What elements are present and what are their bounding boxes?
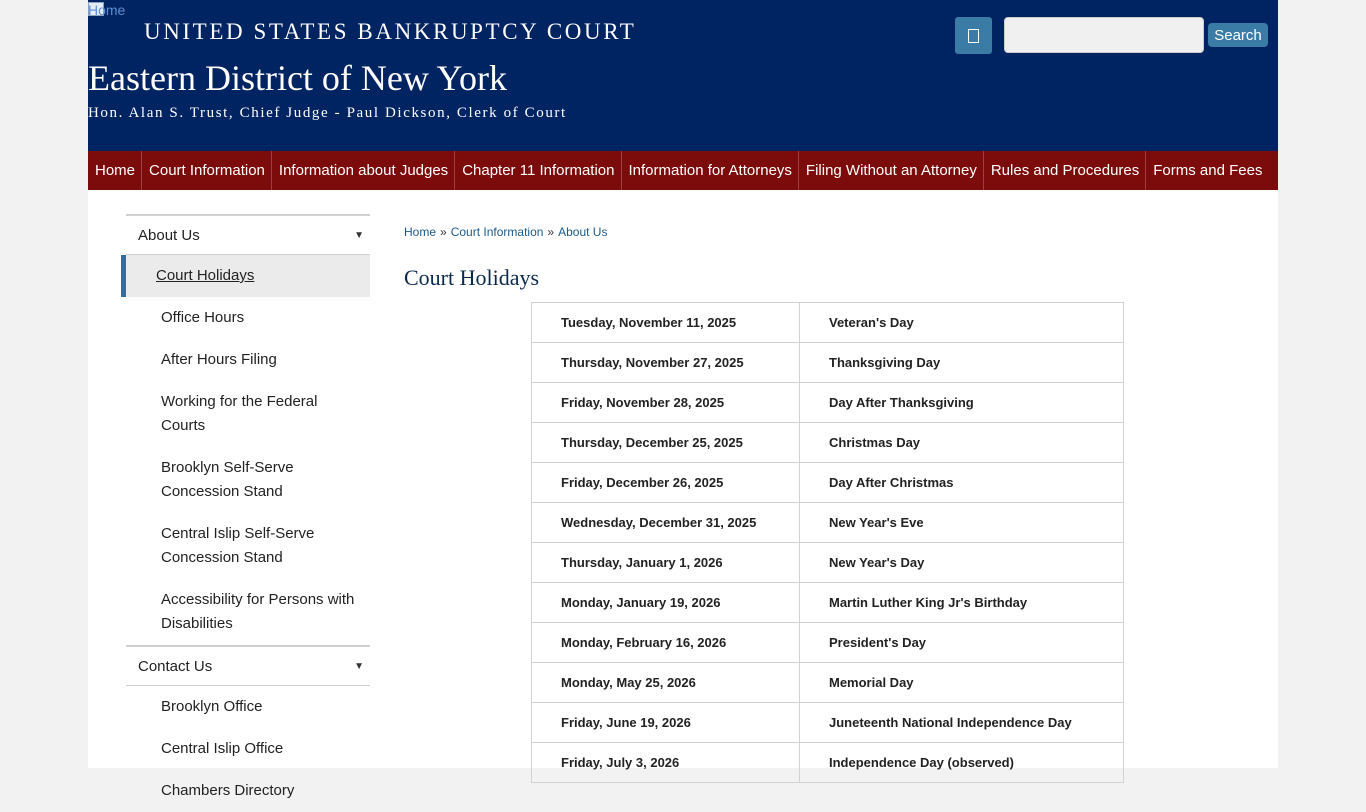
holiday-date: Friday, November 28, 2025	[532, 383, 800, 423]
holiday-date: Wednesday, December 31, 2025	[532, 503, 800, 543]
sidebar-menu	[126, 214, 370, 812]
table-row	[532, 623, 1124, 663]
chevron-down-icon[interactable]: ▼	[354, 661, 364, 672]
holidays-table	[531, 302, 1124, 783]
main-nav	[88, 151, 1278, 190]
holiday-name: Day After Christmas	[800, 463, 1124, 503]
sidebar-section-contact-us[interactable]	[126, 645, 370, 686]
sidebar-item-brooklyn-concession[interactable]: Brooklyn Self-Serve Concession Stand	[161, 459, 294, 500]
sidebar-item-chambers-directory[interactable]: Chambers Directory	[161, 782, 295, 799]
holiday-name: Martin Luther King Jr's Birthday	[800, 583, 1124, 623]
table-row	[532, 423, 1124, 463]
page	[88, 0, 1278, 799]
holiday-name: President's Day	[800, 623, 1124, 663]
breadcrumb-separator: »	[547, 225, 555, 239]
table-row	[532, 583, 1124, 623]
holiday-name: Juneteenth National Independence Day	[800, 703, 1124, 743]
chevron-down-icon[interactable]: ▼	[354, 230, 364, 241]
breadcrumb-court-information[interactable]: Court Information	[450, 225, 544, 239]
sidebar-item-after-hours-filing[interactable]: After Hours Filing	[161, 351, 277, 368]
table-row	[532, 503, 1124, 543]
home-logo-link[interactable]: Home	[88, 2, 126, 18]
breadcrumb-home[interactable]: Home	[404, 225, 437, 239]
table-row	[532, 383, 1124, 423]
sidebar-section-label: About Us	[138, 227, 200, 244]
table-row	[532, 343, 1124, 383]
site-header	[88, 0, 1278, 151]
nav-court-information[interactable]: Court Information	[142, 151, 272, 190]
nav-forms-and-fees[interactable]: Forms and Fees	[1153, 162, 1263, 179]
holiday-date: Friday, December 26, 2025	[532, 463, 800, 503]
holiday-name: Day After Thanksgiving	[800, 383, 1124, 423]
sidebar-item-brooklyn-office[interactable]: Brooklyn Office	[161, 698, 263, 715]
holiday-name: Christmas Day	[800, 423, 1124, 463]
table-row	[532, 463, 1124, 503]
holiday-date: Thursday, January 1, 2026	[532, 543, 800, 583]
table-row	[532, 663, 1124, 703]
holiday-date: Friday, July 3, 2026	[532, 743, 800, 783]
nav-information-about-judges[interactable]: Information about Judges	[272, 151, 455, 190]
holiday-date: Monday, May 25, 2026	[532, 663, 800, 703]
search-input[interactable]	[1004, 17, 1204, 53]
sidebar-section-label: Contact Us	[138, 658, 213, 675]
text-size-icon	[968, 29, 979, 43]
holiday-date: Thursday, November 27, 2025	[532, 343, 800, 383]
sidebar-item-accessibility[interactable]: Accessibility for Persons with Disabilities	[161, 591, 355, 632]
table-row	[532, 743, 1124, 783]
accessibility-button[interactable]	[955, 17, 992, 54]
sidebar-item-office-hours[interactable]: Office Hours	[161, 309, 245, 326]
sidebar-item-central-islip-office[interactable]: Central Islip Office	[161, 740, 284, 757]
table-row	[532, 543, 1124, 583]
nav-chapter-11-information[interactable]: Chapter 11 Information	[455, 151, 621, 190]
nav-home[interactable]: Home	[88, 151, 142, 190]
nav-rules-and-procedures[interactable]: Rules and Procedures	[984, 151, 1146, 190]
holiday-date: Monday, February 16, 2026	[532, 623, 800, 663]
court-name: UNITED STATES BANKRUPTCY COURT	[144, 19, 637, 44]
holiday-name: Independence Day (observed)	[800, 743, 1124, 783]
holiday-date: Tuesday, November 11, 2025	[532, 303, 800, 343]
sidebar-section-about-us[interactable]	[126, 214, 370, 255]
sidebar-item-central-islip-concession[interactable]: Central Islip Self-Serve Concession Stand	[161, 525, 315, 566]
district-name: Eastern District of New York	[88, 58, 507, 98]
sidebar-item-working-federal-courts[interactable]: Working for the Federal Courts	[161, 393, 318, 434]
breadcrumb	[404, 225, 607, 239]
holiday-name: Veteran's Day	[800, 303, 1124, 343]
holiday-date: Friday, June 19, 2026	[532, 703, 800, 743]
holiday-name: Thanksgiving Day	[800, 343, 1124, 383]
breadcrumb-about-us[interactable]: About Us	[558, 225, 608, 239]
judges-line: Hon. Alan S. Trust, Chief Judge - Paul Dickson, Clerk of Court	[88, 105, 567, 121]
holiday-date: Monday, January 19, 2026	[532, 583, 800, 623]
nav-information-for-attorneys[interactable]: Information for Attorneys	[622, 151, 799, 190]
breadcrumb-separator: »	[440, 225, 447, 239]
holiday-name: New Year's Day	[800, 543, 1124, 583]
search-button[interactable]: Search	[1208, 23, 1268, 47]
holiday-name: New Year's Eve	[800, 503, 1124, 543]
table-row	[532, 703, 1124, 743]
nav-filing-without-attorney[interactable]: Filing Without an Attorney	[799, 151, 984, 190]
page-title: Court Holidays	[404, 265, 540, 290]
holiday-name: Memorial Day	[800, 663, 1124, 703]
holiday-date: Thursday, December 25, 2025	[532, 423, 800, 463]
table-row	[532, 303, 1124, 343]
sidebar-item-court-holidays[interactable]: Court Holidays	[121, 255, 370, 297]
